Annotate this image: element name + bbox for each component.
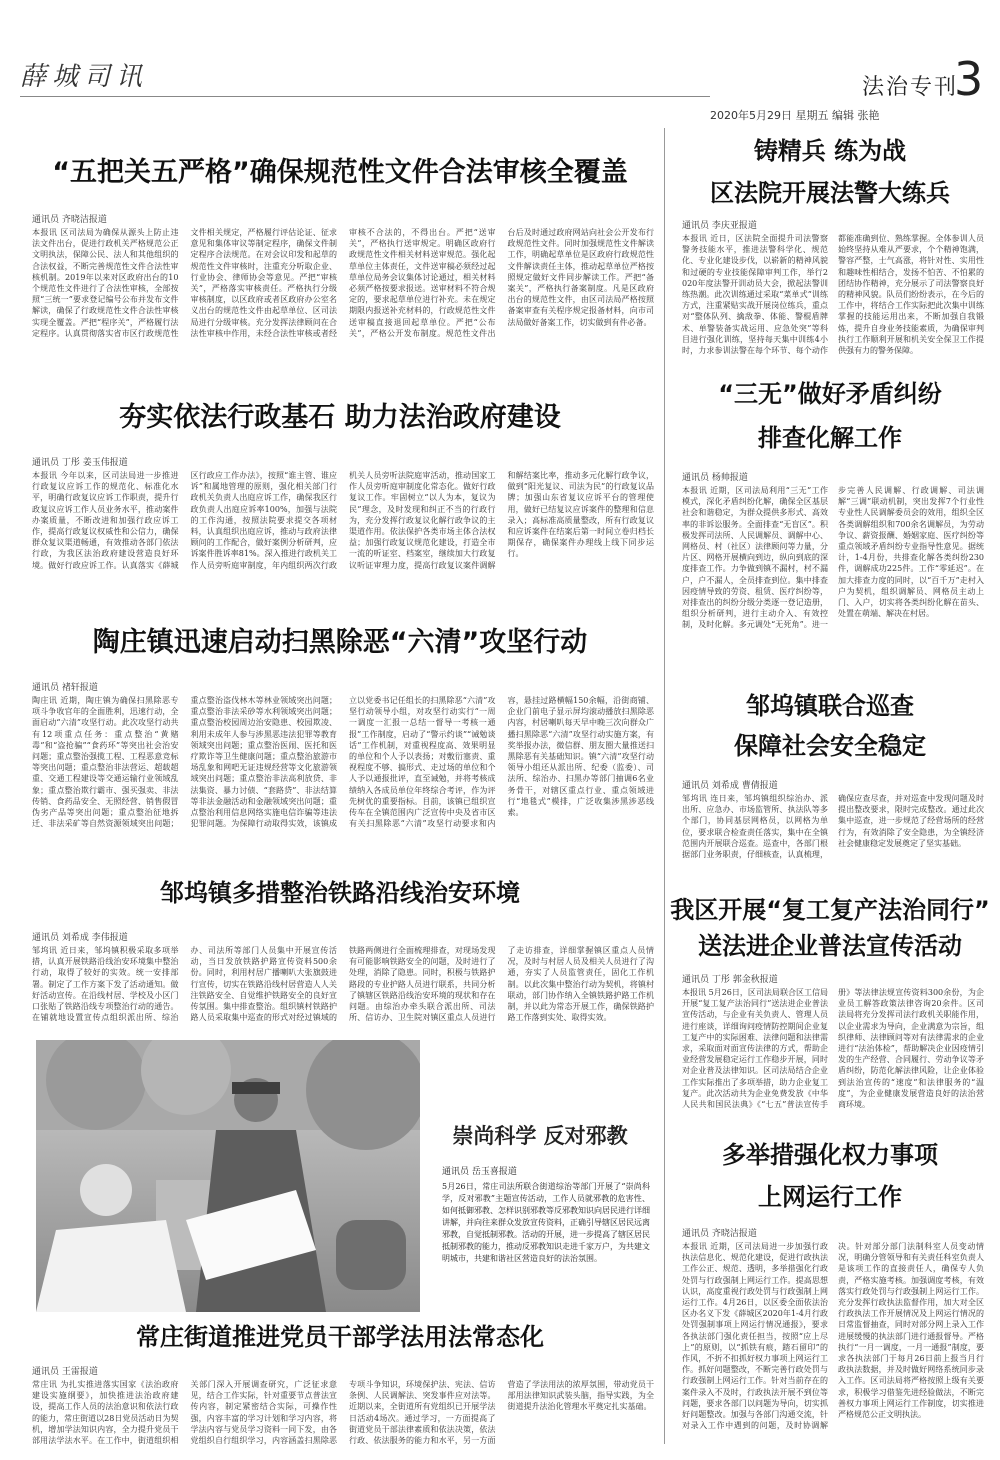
byline: 通讯员 齐晓洁报道 — [682, 1229, 757, 1239]
byline: 通讯员 褚轩报道 — [32, 683, 98, 693]
article-fugong — [670, 892, 990, 1124]
article-guifan — [20, 150, 660, 376]
byline: 通讯员 丁彤 郭金秋报道 — [682, 975, 778, 985]
byline: 通讯员 刘希成 李伟报道 — [32, 933, 128, 943]
headline-line-1: 铸精兵 练为战 — [753, 137, 907, 165]
headline: 夯实依法行政基石 助力法治政府建设 — [119, 402, 561, 433]
photo-illustration-icon — [36, 1040, 420, 1312]
headline-line-2: 保障社会安全稳定 — [734, 732, 926, 760]
headline-line-2: 区法院开展法警大练兵 — [710, 179, 950, 207]
headline-line-2: 排查化解工作 — [758, 424, 902, 452]
masthead — [0, 0, 1000, 120]
article-jingbing — [670, 130, 990, 366]
column-divider — [664, 128, 665, 1444]
section-name: 法治专刊 — [862, 75, 959, 100]
headline: 邹坞镇多措整治铁路沿线治安环境 — [160, 879, 520, 907]
article-body: 本报讯 近期，区司法局进一步加强行政执法信息化、规范化建设，促进行政执法工作公正、规范、透明，多举措强化行政处罚与行政强制上网运行工作。提高思想认识，高度重视行政处罚与行政强制上网运行工作。4月26日，以区委全面依法治区办名义下发《薛城区2020年1-4月行政处罚强制事项上网运行情况通报》，要求各执法部门强化责任担当，按照“应上尽上”的原则，以“抓铁有痕，踏石留印”的作风，不折不扣抓好权力事项上网运行工作。抓好问题整改，不断完善行政处罚与行政强制上网运行工作。针对当前存在的案件录入不及时，行政执法开展不到位等问题，要求各部门以问题为导向，切实抓好问题整改。加强与各部门沟通交流，针对录入工作中遇到的问题，及时协调解决。针对部分部门法制科室人员变动情况，明确分管领导和有关责任科室负责人是该项工作的直接责任人，确保专人负责，严格实施考核。加强调度考核，有效落实行政处罚与行政强制上网运行工作。充分发挥行政执法监督作用，加大对全区行政执法工作开展情况及上网运行情况的日常监督抽查，同时对部分网上录入工作进展缓慢的执法部门进行通报督导。严格执行“一月一调度，一月一通报”制度，要求各执法部门于每月26日前上报当月行政执法数据，并及时做好网络系统同步录入工作。区司法局将严格按照上级有关要求，积极学习借鉴先进经验做法，不断完善权力事项上网运行工作制度，切实推进严格规范公正文明执法。 — [682, 1242, 984, 1431]
article-body: 本报讯 区司法局为确保从源头上防止违法文件出台，促进行政机关严格规范公正文明执法，保障公民、法人和其他组织的合法权益，不断完善规范性文件合法性审核机制。2019年以来对区政府出台的10个规范性文件进行了合法性审核，全部按照“三统一”要求登记编号公布并发布文件解读，确保了行政规范性文件合法性审核实现全覆盖。严把“程序关”，严格履行法定程序。认真贯彻落实省市区行政规范性文件相关规定，严格履行评估论证、征求意见和集体审议等制定程序，确保文件制定程序合法规范。在对会议印发和起草的规范性文件审核时，注重充分听取企业、行业协会、律师协会等意见。严把“审核关”，严格落实审核责任。严格执行分级审核制度，以区政府或者区政府办公室名义出台的规范性文件由起草单位、区司法局进行分级审核。充分发挥法律顾问在合法性审核中作用，未经合法性审核或者经审核不合法的，不得出台。严把“送审关”，严格执行送审规定。明确区政府行政规范性文件相关材料送审规范。强化起草单位主体责任，文件送审稿必须经过起草单位局务会议集体讨论通过，相关材料必须严格按要求报送。送审材料不符合规定的，要求起草单位进行补充。未在规定期限内报送补充材料的，行政规范性文件送审稿直接退回起草单位。严把“公布关”，严格公开发布制度。规范性文件出台后及时通过政府网站向社会公开发布行政规范性文件。同时加强规范性文件解读工作，明确起草单位是区政府行政规范性文件解读责任主体，推动起草单位严格按照规定做好文件同步解读工作。严把“备案关”，严格执行备案制度。凡是区政府出台的规范性文件，由区司法局严格按照备案审查有关程序规定报备材料，向市司法局做好备案工作，切实做到有件必备。 — [32, 228, 654, 338]
headline: 陶庄镇迅速启动扫黑除恶“六清”攻坚行动 — [92, 627, 588, 658]
article-body: 常庄讯 为扎实推进落实国家《法治政府建设实施纲要》，加快推进法治政府建设，提高工作人员的法治意识和依法行政的能力，常庄街道以28日党员活动日为契机，增加学法知识内容，全力提升党员干部用法学法水平。在工作中，街道组织相关部门深入开展调查研究，广泛征求意见，结合工作实际，针对重要节点普法宣传内容，制定紧密结合实际，可操作性强，内容丰富的学习计划和学习内容，将学法内容与党员学习资料一同下发，由各党组织自行组织学习，内容涵盖扫黑除恶专项斗争知识，环境保护法、宪法、信访条例、人民调解法、突发事件应对法等。近期以来，全街道所有党组织已开展学法日活动4场次。通过学习，一方面提高了街道党员干部法律素质和依法决策，依法行政、依法服务的能力和水平，另一方面营造了学法用法的浓厚氛围，带动党员干部用法律知识武装头脑，指导实践，为全街道提升法治化管理水平奠定扎实基础。 — [32, 1380, 654, 1446]
article-body: 本报讯 5月26日，区司法局联合区工信局开展“复工复产法治同行”送法进企业普法宣传活动，与企业有关负责人、管理人员进行座谈，详细询问疫情防控期间企业复工复产中的实际困难、法律问题和法律需求，采取面对面宣传法律的方式，帮助企业经营发展稳定运行工作稳步开展，同时对企业普及法律知识。区司法局结合企业工作实际推出了多项举措，助力企业复工复产。此次活动共为企业免费发放《中华人民共和国民法典》《“七五”普法宣传手册》等法律法规宣传资料300余份，为企业员工解答政策法律咨询20余件。区司法局将充分发挥司法行政机关职能作用，以企业需求为导向，企业满意为宗旨，组织律师、法律顾问等对有法律需求的企业进行“法治体检”，帮助解决企业因疫情引发的生产经营、合同履行、劳动争议等矛盾纠纷，防范化解法律风险，让企业体验到法治宣传的“速度”和法律服务的“温度”，为企业健康发展营造良好的法治营商环境。 — [682, 988, 984, 1110]
article-liuqing — [20, 618, 660, 858]
feature-box — [424, 1040, 656, 1312]
article-body: 陶庄讯 近期，陶庄镇为确保扫黑除恶专项斗争收官年的全面胜利，迅速行动，全面启动“六清”攻坚行动。此次攻坚行动共有12项重点任务：重点整治“黄赌毒”和“盗抢骗”“食药环”等突出社会治安问题；重点整治强揽工程、工程恶意竞标等突出问题；重点整治非法营运、超载超重、交通工程建设等交通运输行业领域乱象；重点整治欺行霸市、强买强卖、非法传销、食药品安全、无照经营、销售假冒伪劣产品等突出问题；重点整治征地拆迁、非法采矿等自然资源领域突出问题；重点整治盗伐林木等林业领域突出问题；重点整治非法采砂等水利领域突出问题；重点整治校园周边治安隐患、校园欺凌、利用未成年人参与涉黑恶违法犯罪等教育领域突出问题；重点整治医闹、医托和医疗欺诈等卫生健康问题；重点整治旅游市场乱象和网吧无证违规经营等文化旅游领域突出问题；重点整治非法高利放贷、非法集资、暴力讨债、“套路贷”、非法结算等非法金融活动和金融领域突出问题；重点整治利用信息网络实施电信诈骗等违法犯罪问题。为保障行动取得实效，该镇成立以党委书记任组长的扫黑除恶“六清”攻坚行动领导小组，对攻坚行动实行“一周一调度一汇报一总结一督导一考核一通报”工作制度，启动了“警示约谈”“诫勉谈话”工作机制，对重视程度高、效果明显的单位和个人予以表扬；对敷衍塞责、重视程度不够、搞形式、走过场的单位和个人予以通报批评，直至诫勉，并将考核成绩纳入各成员单位年终综合考评，作为评先树优的重要指标。目前，该镇已组织宣传车在全镇范围内广泛宣传中央及省市区有关扫黑除恶“六清”攻坚行动要求和内容，悬挂过路横幅150余幅，沿街商铺、企业门前电子显示屏均滚动播放扫黑除恶内容，村居喇叭每天早中晚三次向群众广播扫黑除恶“六清”攻坚行动实施方案，有奖举报办法，微信群、朋友圈大量推送扫黑除恶有关基础知识。镇“六清”攻坚行动领导小组还从派出所、纪委（监委）、司法所、综治办、扫黑办等部门抽调6名业务骨干，对辖区重点行业、重点领域进行“地毯式”模排，广泛收集涉黑涉恶线索。 — [32, 696, 654, 829]
feature-byline: 通讯员 岳玉喜报道 — [442, 1167, 517, 1177]
article-xuncha — [670, 686, 990, 882]
article-quanli — [670, 1134, 990, 1450]
newspaper-brand: 薛城司讯 — [20, 62, 149, 92]
headline-line-1: 多举措强化权力事项 — [722, 1141, 938, 1169]
article-sanwu — [670, 372, 990, 674]
article-jiceng — [20, 395, 660, 617]
dateline: 2020年5月29日 星期五 编辑 张艳 — [710, 109, 880, 122]
byline: 通讯员 王雷报道 — [32, 1367, 98, 1377]
headline-line-1: 邹坞镇联合巡查 — [746, 692, 914, 720]
news-photo — [36, 1040, 420, 1312]
byline: 通讯员 齐晓洁报道 — [32, 215, 107, 225]
article-tielu — [20, 870, 660, 1032]
article-body: 本报讯 近期，区司法局利用“三无”工作模式，深化矛盾纠纷化解，确保全区基层社会和谐稳定，为群众提供多形式、高效率的非诉讼服务。全面排查“无盲区”。积极发挥司法所、人民调解员、调解中心、网格员、村（社区）法律顾问等力量，分片区、网格开展横向到边，纵向到底的深度排查工作。力争做到镇不漏村，村不漏户，户不漏人，全员排查到位。集中排查因疫情导致的劳资、租赁、医疗纠纷等，对排查出的纠纷分级分类逐一登记造册，组织分析研判，进行主动介入、有效控制，及时化解。多元调处“无死角”。进一步完善人民调解、行政调解、司法调解“三调”联动机制，突出发挥7个行业性专业性人民调解委员会的效用，组织全区各类调解组织和700余名调解员，为劳动争议、薪资报酬、婚姻家庭、医疗纠纷等重点领域矛盾纠纷专业指导性意见。据统计，1-4月份，共排查化解各类纠纷230件，调解成功225件。工作“零延迟”。在加大排查力度的同时，以“百千万”走村入户为契机，组织调解员、网格员主动上门、入户，切实将各类纠纷化解在苗头、处置在萌端、解决在村居。 — [682, 486, 984, 630]
masthead-rule — [20, 96, 710, 97]
headline-line-2: 上网运行工作 — [758, 1183, 902, 1211]
article-body: 本报讯 近日，区法院全面提升司法警察警务技能水平，推进法警科学化、规范化、专业化建设步伐，以崭新的精神风貌和过硬的专业技能保障审判工作，举行2020年度法警开训动员大会，掀起法警训练热潮。此次训练通过采取“菜单式”训练方式，注重紧贴实战开展岗位练兵，重点对“整体队列、擒敌拳、体能、警棍盾牌术、单警装备实战运用、应急处突”等科目进行强化训练，坚持每天集中训练4小时，力求参训法警在每个环节、每个动作都能准确到位、熟练掌握。全体参训人员始终坚持从难从严要求，个个精神饱满，警容严整，士气高涨，将针对性、实用性和趣味性相结合，发扬不怕苦、不怕累的团结协作精神，充分展示了司法警察良好的精神风貌。队员们纷纷表示，在今后的工作中，将结合工作实际把此次集中训练掌握的技能运用出来，不断加强自我锻炼，提升自身业务技能素质，为确保审判执行工作顺利开展和机关安全保卫工作提供强有力的警务保障。 — [682, 234, 984, 356]
article-body: 本报讯 今年以来，区司法局进一步推进行政复议应诉工作的规范化、标准化水平，明确行政复议应诉工作职责，提升行政复议应诉工作人员业务水平，推动案件办案质量，不断改进和加强行政应诉工作，提高行政复议权威性和公信力，确保群众复议渠道畅通，有效推动各部门依法行政，为我区法治政府建设营造良好环境。做好行政应诉工作。认真落实《薛城区行政应工作办法》，按照“谁主管、谁应诉”和属地管理的原则，强化相关部门行政机关负责人出庭应诉工作，确保我区行政负责人出庭应诉率100%，加强与法院的工作沟通，按照法院要求提交各项材料，认真组织出庭应诉，推动与政府法律顾问的工作配合，做好案例分析研判，应诉案件胜诉率81%。深入推进行政机关工作人员旁听庭审制度，年内组织两次行政机关人员旁听法院庭审活动，推动国家工作人员旁听庭审制度化常态化。做好行政复议工作。牢固树立“以人为本，复议为民”理念，及时发现和纠正不当的行政行为，充分发挥行政复议化解行政争议的主渠道作用。依法保护各类市场主体合法权益；加强行政复议规范化建设，打造全市一流的听证室、档案室，继续加大行政复议听证审理力度，提高行政复议案件调解和解结案比率，推动多元化解行政争议，做到“阳光复议、司法为民”的行政复议品牌；加强山东省复议应诉平台的管理使用，做好已结复议应诉案件的整理和信息录入；高标准高质量整改，所有行政复议和应诉案件在结案后第一时间立卷归档长期保存，确保案件办理线上线下同步运行。 — [32, 471, 654, 570]
byline: 通讯员 杨帅报道 — [682, 473, 748, 483]
headline: “五把关五严格”确保规范性文件合法审核全覆盖 — [52, 157, 628, 188]
page-number: 3 — [954, 52, 984, 106]
byline: 通讯员 丁彤 姜玉伟报道 — [32, 458, 128, 468]
feature-title: 崇尚科学 反对邪教 — [452, 1123, 628, 1148]
headline-line-2: 送法进企业普法宣传活动 — [698, 932, 962, 960]
headline: 常庄街道推进党员干部学法用法常态化 — [136, 1323, 544, 1351]
feature-body: 5月26日，常庄司法所联合街道综治等部门开展了“崇尚科学，反对邪教”主题宣传活动，工作人员就邪教的危害性、如何抵御邪教、怎样识别邪教等反邪教知识向居民进行详细讲解，并向往来群众发放宣传资料，正确引导辖区居民远离邪教，自觉抵制邪教。活动的开展，进一步提高了辖区居民抵制邪教的能力，推动反邪教知识走进千家万户，为共建文明城市，共建和谐社区营造良好的法治氛围。 — [442, 1182, 650, 1263]
article-dangyuan — [20, 1318, 660, 1450]
byline: 通讯员 李庆亚报道 — [682, 221, 757, 231]
byline: 通讯员 刘希成 曹倩报道 — [682, 781, 778, 791]
headline-line-1: “三无”做好矛盾纠纷 — [718, 380, 942, 408]
article-body: 邹坞讯 近日来，邹坞镇积极采取多项举措，认真开展铁路沿线治安环境集中整治行动，取得了较好的实效。统一安排部署。制定了工作方案下发了活动通知。做好活动宣传。在沿线村居、学校及小区门口张贴了铁路沿线专项整治行动的通告。在铺就地设置宣传点组织派出所、综治办、司法所等部门人员集中开展宣传活动，当日发放铁路护路宣传资料500余份。同时，利用村居广播喇叭大张旗鼓进行宣传，切实在铁路沿线村居营造人人关注铁路安全、自觉维护铁路安全的良好宣传氛围。集中排查整治。组织镇村铁路护路人员采取集中巡查的形式对经过镇域的铁路两侧进行全面梳理排查，对现场发现有可能影响铁路安全的问题，及时进行了处理，消除了隐患。同时，积极与铁路护路段的专业护路人员进行联系，共同分析了镇辖区铁路沿线治安环境的现状和存在问题。由综治办牵头联合派出所、司法所、信访办、卫生院对镇区重点人员进行了走访排查，详细掌握镇区重点人员情况，及时与村居人员及相关人员进行了沟通，夯实了人员监管责任，固化工作机制。以此次集中整治行动为契机，将镇村联动，部门协作纳入全镇铁路护路工作机制，并以此为常态开展工作，确保铁路护路工作落到实处、取得实效。 — [32, 946, 654, 1023]
headline-line-1: 我区开展“复工复产法治同行” — [670, 896, 990, 924]
article-body: 邹坞讯 连日来，邹坞镇组织综治办、派出所、应急办、市场监管所、执法队等多个部门，协同基层网格员，以网格为单位，要求联合检查责任落实，集中在全镇范围内开展联合巡查。巡查中，各部门根据部门业务职责，仔细核查，认真梳理，确保应查尽查，并对巡查中发现问题及时提出整改要求，限时完成整改。通过此次集中巡查，进一步规范了经营场所的经营行为，有效消除了安全隐患，为全镇经济社会健康稳定发展奠定了坚实基础。 — [682, 794, 984, 860]
